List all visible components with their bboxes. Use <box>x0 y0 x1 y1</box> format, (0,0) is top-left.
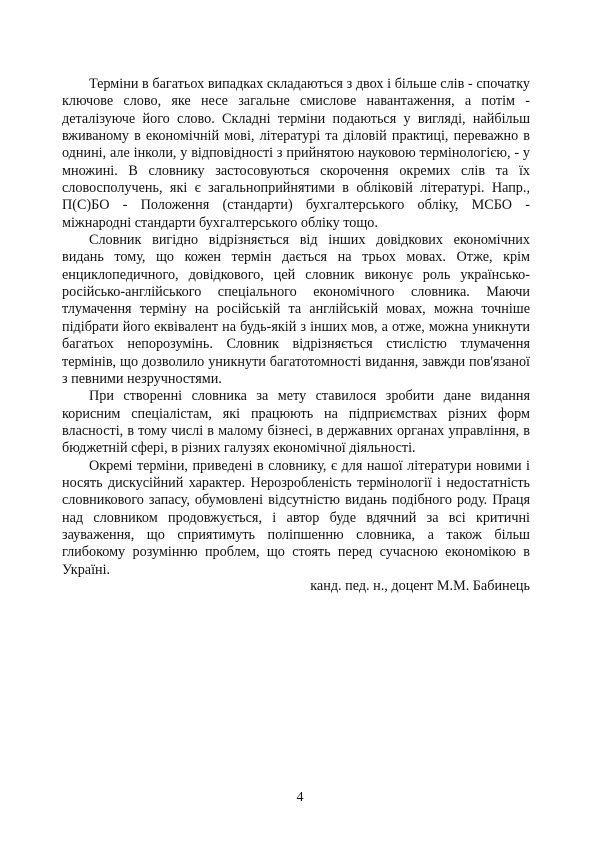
text-line: множині. В словнику застосовуються скорочення окремих слів та їх <box>62 162 530 179</box>
text-line: ключове слово, яке несе загальне смислове навантаження, а потім - <box>62 93 530 110</box>
body-text <box>62 76 530 579</box>
text-line: корисним спеціалістам, які працюють на підприємствах різних форм <box>62 405 530 422</box>
text-line: Словник вигідно відрізняється від інших довідкових економічних <box>89 232 530 249</box>
text-line: Терміни в багатьох випадках складаються з двох і більше слів - спочатку <box>89 76 530 92</box>
paragraph <box>62 388 530 457</box>
paragraph <box>62 232 530 388</box>
text-line: вживаному в економічній мові, літературі та діловій практиці, переважно в <box>62 128 530 145</box>
text-line: з певними незручностями. <box>62 370 222 387</box>
text-line: П(С)БО - Положення (стандарти) бухгалтерського обліку, МСБО - <box>62 197 530 214</box>
text-line: енциклопедичного, довідкового, цей словник виконує роль українсько- <box>62 266 530 283</box>
text-line: деталізуюче його слово. Складні терміни подаються у вигляді, найбільш <box>62 110 530 127</box>
text-line: носять дискусійний характер. Нерозробленість термінології і недостатність <box>62 474 530 491</box>
text-line: термінів, що дозволило уникнути багатотомності видання, завжди пов'язаної <box>62 353 530 370</box>
paragraph <box>62 458 530 579</box>
text-line: міжнародні стандарти бухгалтерського обліку тощо. <box>62 214 378 231</box>
text-line: словникового запасу, обумовлені відсутністю видань подібного роду. Праця <box>62 492 530 509</box>
text-line: тлумачення терміну на російській та англійській мовах, можна точніше <box>62 301 530 318</box>
text-line: видань тому, що кожен термін дається на трьох мовах. Отже, крім <box>62 249 530 266</box>
text-line: При створенні словника за мету ставилося зробити дане видання <box>89 388 530 405</box>
text-line: Окремі терміни, приведені в словнику, є для нашої літератури новими і <box>89 457 530 474</box>
text-line: Україні. <box>62 561 111 578</box>
text-line: власності, в тому числі в малому бізнесі, в державних органах управління, в <box>62 422 530 439</box>
text-line: глибокому розумінню проблем, що стоять перед сучасною економікою в <box>62 544 530 561</box>
text-line: підібрати його еквівалент на будь-якій з інших мов, а отже, можна уникнути <box>62 318 530 335</box>
text-line: над словником продовжується, і автор буде вдячний за всі критичні <box>62 509 530 526</box>
text-line: російсько-англійського спеціального економічного словника. Маючи <box>62 284 530 301</box>
paragraph <box>62 76 530 232</box>
text-line: багатьох непорозумінь. Словник відрізняється стислістю тлумачення <box>62 336 530 353</box>
text-line: бюджетній сфері, в різних галузях економічної діяльності. <box>62 440 416 457</box>
text-line: однині, але інколи, у відповідності з прийнятою науковою термінологією, - у <box>62 145 530 162</box>
author-signature: канд. пед. н., доцент М.М. Бабинець <box>310 578 530 594</box>
text-line: словосполучень, які є загальноприйнятими в обліковій літературі. Напр., <box>62 180 530 197</box>
text-line: зауваження, що сприятимуть поліпшенню словника, а також більш <box>62 526 530 543</box>
page-number: 4 <box>296 790 304 805</box>
